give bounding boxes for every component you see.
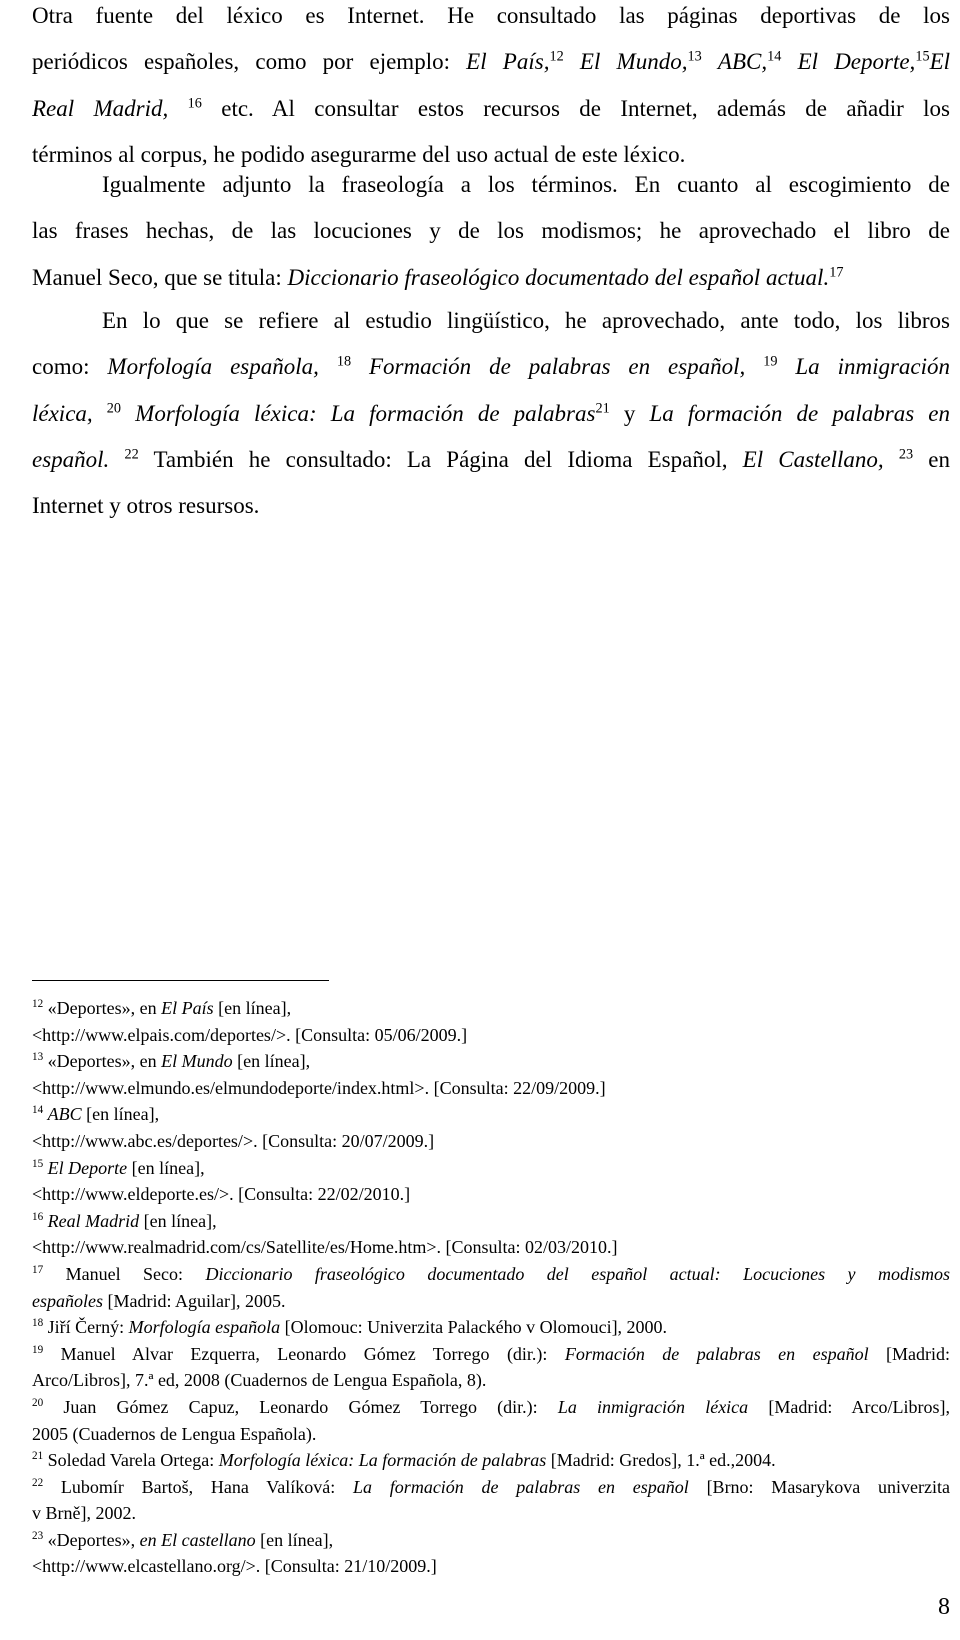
italic-title: Real Madrid [47, 1210, 140, 1231]
italic-title: La formación de palabras en español [353, 1476, 689, 1497]
italic-title: españoles [32, 1290, 103, 1311]
text-line: términos al corpus, he podido asegurarme del uso actual de este léxico. [32, 141, 686, 167]
italic-title: ABC [47, 1104, 82, 1125]
italic-title: La formación de palabras en [649, 400, 950, 426]
footnote-line: $^{14}$ ABC [en línea], [32, 1104, 160, 1125]
paragraph-phraseology [32, 162, 950, 301]
footnote-ref: 18 [336, 353, 352, 370]
italic-title: El [929, 49, 950, 75]
italic-title: Real Madrid, [32, 95, 169, 121]
text-line: Igualmente adjunto la fraseología a los términos. En cuanto al escogimiento de [102, 172, 950, 197]
italic-title: Morfología léxica: La formación de palabras [135, 400, 596, 426]
footnote-ref: 19 [32, 1343, 44, 1356]
footnote-ref: 19 [763, 353, 778, 370]
footnote-line: Arco/Libros], 7.ª ed, 2008 (Cuadernos de Lengua Española, 8). [32, 1370, 487, 1391]
footnote-line: <http://www.eldeporte.es/>. [Consulta: 22/02/2010.] [32, 1184, 411, 1205]
italic-title: El País [161, 998, 214, 1018]
footnote-line: $^{16}$ Real Madrid [en línea], [32, 1210, 217, 1231]
text-line: las frases hechas, de las locuciones y de los modismos; he aprovechado el libro de [32, 218, 950, 244]
text-line: español. $^{22}$ También he consultado: La Página del Idioma Español, El Castellano, $^{23}$ en [32, 446, 950, 472]
footnote-line: $^{23}$ «Deportes», en El castellano [en línea], [32, 1529, 334, 1550]
italic-title: La inmigración [795, 354, 950, 380]
footnote-ref: 13 [687, 48, 702, 65]
footnote-ref: 21 [595, 399, 610, 416]
footnote-line: v Brně], 2002. [32, 1503, 136, 1524]
footnote-separator [32, 980, 329, 981]
italic-title: Diccionario fraseológico documentado del español actual: Locuciones y modismos [205, 1263, 950, 1284]
footnote-ref: 12 [32, 998, 44, 1010]
italic-title: Diccionario fraseológico documentado del español actual. [287, 264, 830, 290]
text-line: periódicos españoles, como por ejemplo: El País,$^{12}$ El Mundo,$^{13}$ ABC,$^{14}$ El Deporte,$^{15}$El [32, 48, 950, 75]
paragraph-internet-sources [32, 0, 950, 178]
footnote-ref: 17 [32, 1263, 44, 1276]
footnote-line: 2005 (Cuadernos de Lengua Española). [32, 1423, 317, 1444]
footnote-line: $^{18}$ Jiří Černý: Morfología española [Olomouc: Univerzita Palackého v Olomouci], 2000. [32, 1317, 668, 1338]
footnote-ref: 12 [549, 48, 564, 65]
footnote-line: $^{21}$ Soledad Varela Ortega: Morfología léxica: La formación de palabras [Madrid: Gredos], 1.ª ed.,2004. [32, 1450, 776, 1471]
footnote-ref: 20 [32, 1396, 44, 1409]
text-line: Internet y otros resursos. [32, 493, 260, 519]
footnote-ref: 23 [32, 1529, 44, 1542]
footnote-ref: 22 [124, 446, 139, 463]
footnote-line: $^{13}$ «Deportes», en El Mundo [en línea], [32, 1051, 311, 1072]
italic-title: El Castellano, [742, 446, 884, 472]
footnote-line: españoles [Madrid: Aguilar], 2005. [32, 1290, 286, 1311]
footnote-ref: 20 [106, 399, 122, 416]
footnote-ref: 15 [915, 48, 930, 65]
italic-title: español. [32, 446, 110, 472]
text-line: léxica, $^{20}$ Morfología léxica: La formación de palabras$^{21}$ y La formación de palabras en [32, 399, 950, 426]
italic-title: Formación de palabras en español, [368, 354, 746, 380]
italic-title: El Deporte, [797, 49, 916, 75]
footnote-ref: 21 [32, 1450, 44, 1463]
footnote-ref: 18 [32, 1317, 44, 1330]
italic-title: ABC, [717, 49, 768, 75]
footnote-ref: 14 [767, 48, 782, 65]
footnote-ref: 17 [829, 263, 844, 280]
footnote-ref: 13 [32, 1051, 44, 1064]
italic-title: Morfología léxica: La formación de palabras [218, 1450, 547, 1471]
footnote-ref: 23 [898, 446, 914, 463]
text-line: Real Madrid, $^{16}$ etc. Al consultar estos recursos de Internet, además de añadir los [32, 94, 950, 121]
text-line: En lo que se refiere al estudio lingüístico, he aprovechado, ante todo, los libros [102, 308, 950, 333]
italic-title: La inmigración léxica [557, 1396, 749, 1417]
paragraph-linguistic-study [32, 298, 950, 529]
footnotes-list [32, 995, 950, 1580]
footnote-line: <http://www.elmundo.es/elmundodeporte/index.html>. [Consulta: 22/09/2009.] [32, 1077, 606, 1098]
italic-title: El País, [466, 49, 550, 75]
footnote-line: <http://www.elpais.com/deportes/>. [Consulta: 05/06/2009.] [32, 1024, 468, 1045]
italic-title: Morfología española [128, 1317, 281, 1338]
text-line: Otra fuente del léxico es Internet. He consultado las páginas deportivas de los [32, 3, 950, 28]
footnote-ref: 16 [187, 94, 202, 111]
text-line: como: Morfología española, $^{18}$ Formación de palabras en español, $^{19}$ La inmigración [32, 353, 950, 380]
footnote-line: $^{19}$ Manuel Alvar Ezquerra, Leonardo Gómez Torrego (dir.): Formación de palabras en español [Madrid: [32, 1343, 950, 1364]
footnote-line: $^{20}$ Juan Gómez Capuz, Leonardo Gómez Torrego (dir.): La inmigración léxica [Madrid: Arco/Libros], [32, 1396, 950, 1417]
footnote-line: $^{12}$ «Deportes», en El País [en línea], [32, 998, 292, 1018]
footnote-ref: 15 [32, 1157, 44, 1170]
italic-title: en El castellano [139, 1529, 256, 1550]
footnote-line: $^{15}$ El Deporte [en línea], [32, 1157, 205, 1178]
footnote-ref: 22 [32, 1476, 44, 1489]
footnote-line: $^{17}$ Manuel Seco: Diccionario fraseológico documentado del español actual: Locuciones y modismos [32, 1263, 950, 1284]
footnote-ref: 14 [32, 1104, 44, 1117]
footnote-line: <http://www.abc.es/deportes/>. [Consulta: 20/07/2009.] [32, 1130, 435, 1151]
footnote-line: $^{22}$ Lubomír Bartoš, Hana Valíková: La formación de palabras en español [Brno: Masarykova univerzita [32, 1476, 950, 1497]
italic-title: El Deporte [47, 1157, 128, 1178]
italic-title: El Mundo, [579, 49, 688, 75]
page-number: 8 [938, 1594, 950, 1620]
italic-title: El Mundo [161, 1051, 233, 1072]
italic-title: Formación de palabras en español [564, 1343, 869, 1364]
footnote-line: <http://www.elcastellano.org/>. [Consulta: 21/10/2009.] [32, 1556, 437, 1577]
italic-title: Morfología española, [107, 354, 319, 380]
footnote-ref: 16 [32, 1210, 44, 1223]
italic-title: léxica, [32, 400, 93, 426]
footnote-line: <http://www.realmadrid.com/cs/Satellite/es/Home.htm>. [Consulta: 02/03/2010.] [32, 1237, 618, 1258]
text-line: Manuel Seco, que se titula: Diccionario fraseológico documentado del español actual.$^{17}$ [32, 263, 844, 290]
